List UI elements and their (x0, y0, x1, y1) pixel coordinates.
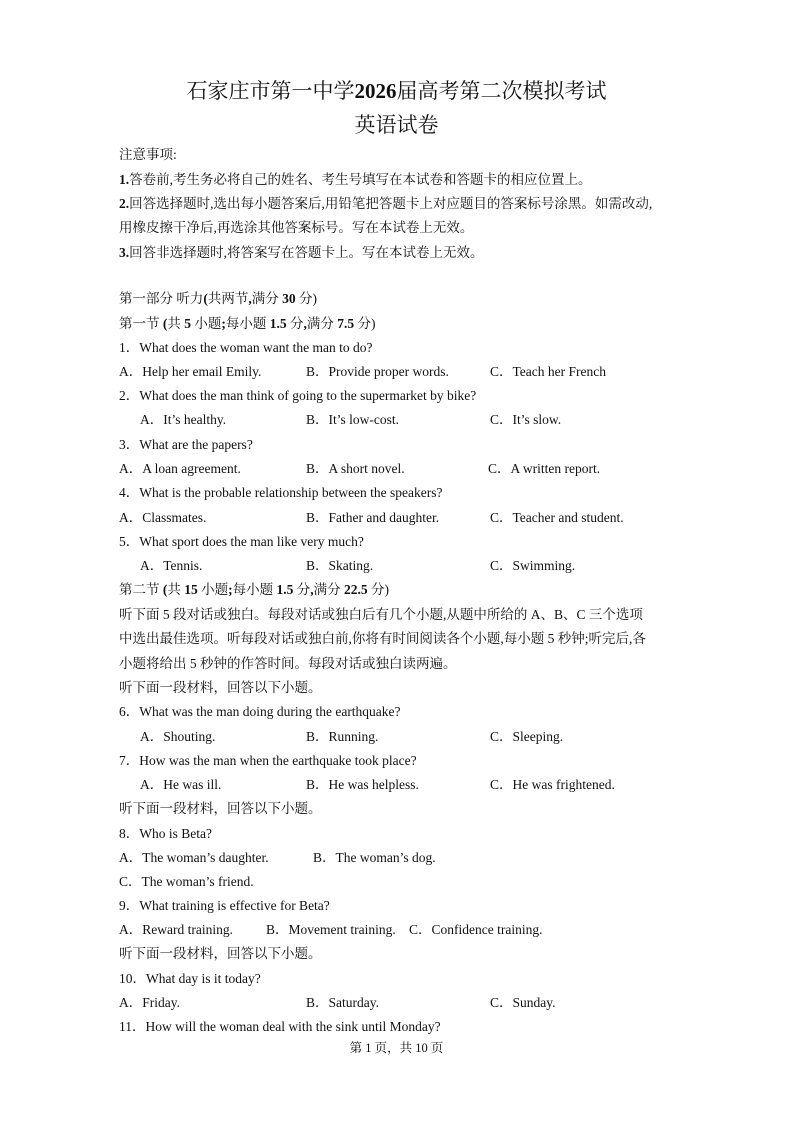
note-1-text: 答卷前,考生务必将自己的姓名、考生号填写在本试卷和答题卡的相应位置上。 (129, 172, 592, 187)
q6-option-a: A．Shouting. (140, 729, 216, 744)
q5-option-b: B．Skating. (306, 558, 374, 573)
part-1-full-score-label: 满分 (251, 291, 283, 306)
section-1-text: 分 (286, 316, 304, 331)
q4-option-c: C．Teacher and student. (490, 510, 624, 525)
section-1-count: 5 (184, 316, 191, 331)
question-11: 11．How will the woman deal with the sink until Monday? (119, 1019, 441, 1034)
note-1 (119, 171, 592, 189)
section-2-text: 分) (367, 582, 389, 597)
q7-option-c: C．He was frightened. (490, 777, 615, 792)
title-year: 2026 (354, 79, 397, 103)
note-3-number: 3. (119, 245, 130, 260)
q3-option-c: C．A written report. (488, 461, 601, 476)
q4-option-a: A．Classmates. (119, 510, 207, 525)
section-2-text: 共 (167, 582, 185, 597)
page-number: 第 1 页，共 10 页 (349, 1041, 444, 1055)
section-1-text: 分) (354, 316, 376, 331)
q6-option-c: C．Sleeping. (490, 729, 564, 744)
title-rest: 届高考第二次模拟考试 (396, 79, 607, 103)
section-1-per-score: 1.5 (269, 316, 287, 331)
question-3: 3．What are the papers? (119, 437, 253, 452)
section-2-text: 分 (293, 582, 311, 597)
section-2-comma: , (310, 582, 314, 597)
q9-option-b: B．Movement training. (266, 922, 396, 937)
note-2-continued: 用橡皮擦干净后,再选涂其他答案标号。写在本试卷上无效。 (119, 220, 474, 235)
section-2-per-score: 1.5 (276, 582, 294, 597)
q4-option-b: B．Father and daughter. (306, 510, 440, 525)
notes-heading: 注意事项: (119, 147, 177, 162)
instructions-line-3: 小题将给出 5 秒钟的作答时间。每段对话或独白读两遍。 (119, 656, 457, 671)
q10-option-c: C．Sunday. (490, 995, 556, 1010)
section-1-comma: , (303, 316, 307, 331)
q9-option-a: A．Reward training. (119, 922, 233, 937)
section-1-semicolon: ; (221, 316, 226, 331)
exam-subtitle: 英语试卷 (354, 113, 439, 137)
section-1-text: 共 (167, 316, 185, 331)
part-1-sections: 共两节 (207, 291, 249, 306)
section-2-text: 满分 (313, 582, 344, 597)
question-1: 1．What does the woman want the man to do? (119, 340, 373, 355)
question-9: 9．What training is effective for Beta? (119, 898, 330, 913)
question-8: 8．Who is Beta? (119, 826, 212, 841)
q7-option-a: A．He was ill. (140, 777, 222, 792)
section-1-text: 满分 (306, 316, 338, 331)
note-3 (119, 244, 484, 262)
section-2-semicolon: ; (228, 582, 233, 597)
question-5: 5．What sport does the man like very much? (119, 534, 364, 549)
part-1-paren: ( (203, 291, 208, 306)
material-note: 听下面一段材料，回答以下小题。 (119, 680, 322, 695)
section-1-label: 第一节 (119, 316, 163, 331)
section-2-count: 15 (184, 582, 198, 597)
q2-option-a: A．It’s healthy. (140, 412, 227, 427)
instructions-line-2: 中选出最佳选项。听每段对话或独白前,你将有时间阅读各个小题,每小题 5 秒钟;听完后,各 (119, 631, 646, 646)
part-1-unit: 分) (295, 291, 317, 306)
part-1-heading (119, 290, 317, 308)
part-1-score: 30 (282, 291, 296, 306)
q10-option-a: A．Friday. (119, 995, 180, 1010)
q8-option-b: B．The woman’s dog. (313, 850, 436, 865)
q9-option-c: C．Confidence training. (409, 922, 543, 937)
note-3-text: 回答非选择题时,将答案写在答题卡上。写在本试卷上无效。 (129, 245, 484, 260)
question-7: 7．How was the man when the earthquake took place? (119, 753, 417, 768)
section-2-label: 第二节 (119, 582, 163, 597)
section-2-text: 每小题 (232, 582, 277, 597)
material-note: 听下面一段材料，回答以下小题。 (119, 801, 322, 816)
section-2-text: 小题 (197, 582, 229, 597)
q5-option-c: C．Swimming. (490, 558, 576, 573)
title-school: 石家庄市第一中学 (186, 79, 355, 103)
section-1-text: 每小题 (225, 316, 270, 331)
question-4: 4．What is the probable relationship between the speakers? (119, 485, 443, 500)
section-2-heading (119, 581, 389, 599)
note-2-number: 2. (119, 196, 130, 211)
section-1-paren: ( (162, 316, 168, 331)
q8-option-c: C．The woman’s friend. (119, 874, 254, 889)
question-6: 6．What was the man doing during the earthquake? (119, 704, 401, 719)
section-2-total: 22.5 (344, 582, 368, 597)
q3-option-a: A．A loan agreement. (119, 461, 241, 476)
instructions-line-1: 听下面 5 段对话或独白。每段对话或独白后有几个小题,从题中所给的 A、B、C 三个选项 (119, 607, 643, 622)
section-1-text: 小题 (191, 316, 222, 331)
material-note: 听下面一段材料，回答以下小题。 (119, 946, 322, 961)
q5-option-a: A．Tennis. (140, 558, 203, 573)
q1-option-a: A．Help her email Emily. (119, 364, 262, 379)
section-1-heading (119, 315, 376, 333)
section-1-total: 7.5 (337, 316, 355, 331)
q3-option-b: B．A short novel. (306, 461, 405, 476)
note-2-text: 回答选择题时,选出每小题答案后,用铅笔把答题卡上对应题目的答案标号涂黑。如需改动, (129, 196, 653, 211)
q10-option-b: B．Saturday. (306, 995, 379, 1010)
question-2: 2．What does the man think of going to the supermarket by bike? (119, 388, 477, 403)
question-10: 10．What day is it today? (119, 971, 261, 986)
q8-option-a: A．The woman’s daughter. (119, 850, 269, 865)
note-1-number: 1. (119, 172, 130, 187)
section-2-paren: ( (162, 582, 168, 597)
q2-option-c: C．It’s slow. (490, 412, 562, 427)
note-2 (119, 195, 652, 213)
q1-option-c: C．Teach her French (490, 364, 607, 379)
q7-option-b: B．He was helpless. (306, 777, 419, 792)
q1-option-b: B．Provide proper words. (306, 364, 449, 379)
part-1-comma: , (248, 291, 252, 306)
q6-option-b: B．Running. (306, 729, 379, 744)
q2-option-b: B．It’s low-cost. (306, 412, 399, 427)
exam-title (0, 78, 793, 104)
part-1-label: 第一部分 听力 (119, 291, 204, 306)
